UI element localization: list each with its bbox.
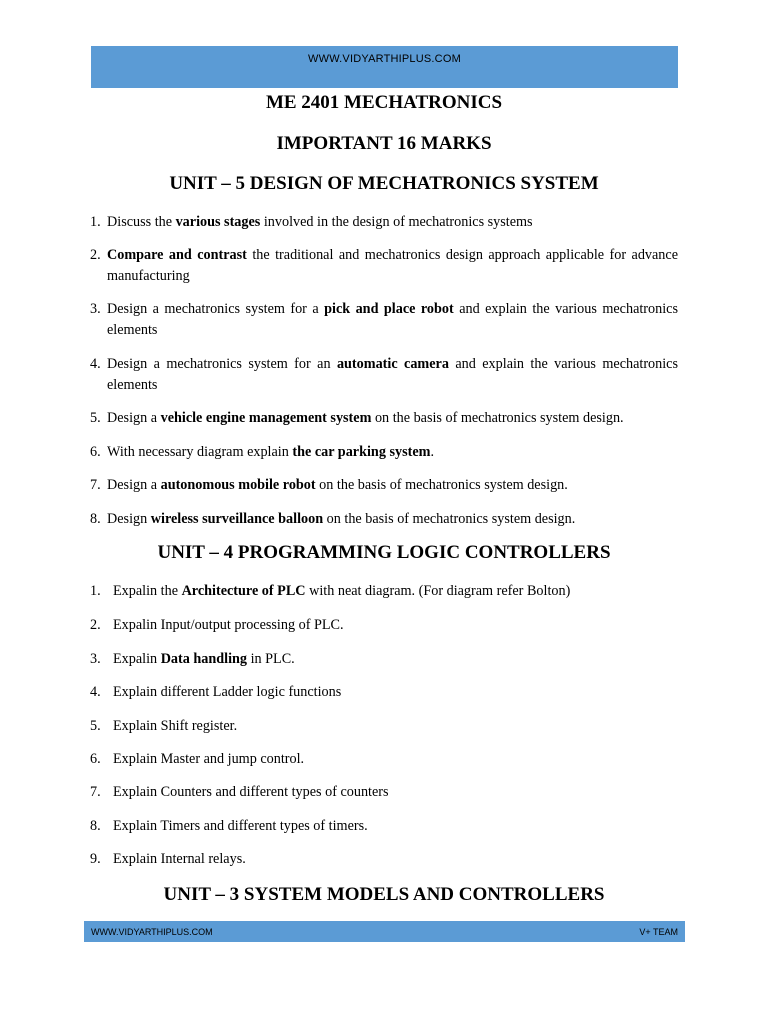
question-text-part: Design a mechatronics system for a <box>107 301 325 317</box>
question-item <box>90 782 678 803</box>
question-number: 5. <box>90 410 101 426</box>
question-number: 4. <box>90 684 101 700</box>
question-number: 9. <box>90 851 101 867</box>
question-text <box>107 299 678 341</box>
question-text-part: Explain Timers and different types of timers. <box>113 818 368 834</box>
question-item <box>90 509 678 530</box>
question-emphasis: the car parking system <box>292 444 431 460</box>
question-text <box>113 615 678 636</box>
header-site-link[interactable]: WWW.VIDYARTHIPLUS.COM <box>308 53 461 65</box>
question-text <box>107 442 678 463</box>
question-number: 3. <box>90 301 101 317</box>
question-number: 5. <box>90 718 101 734</box>
question-text <box>113 716 678 737</box>
question-text-part: Design a <box>107 410 161 426</box>
question-text <box>107 245 678 287</box>
question-number: 1. <box>90 583 101 599</box>
question-text <box>113 682 678 703</box>
question-text-part: Explain Internal relays. <box>113 851 246 867</box>
question-item <box>90 245 678 287</box>
question-text-part: Explain different Ladder logic functions <box>113 684 342 700</box>
question-emphasis: Architecture of PLC <box>181 583 306 599</box>
question-text <box>107 509 678 530</box>
question-item <box>90 749 678 770</box>
question-emphasis: vehicle engine management system <box>160 410 372 426</box>
question-text-part: Explain Master and jump control. <box>113 751 305 767</box>
question-item <box>90 408 678 429</box>
question-number: 2. <box>90 617 101 633</box>
question-number: 4. <box>90 356 101 372</box>
question-item <box>90 649 678 670</box>
question-text <box>113 749 678 770</box>
question-item <box>90 299 678 341</box>
header-bar <box>91 46 678 88</box>
course-title: ME 2401 MECHATRONICS <box>265 92 503 113</box>
question-number: 8. <box>90 818 101 834</box>
question-text-part: involved in the design of mechatronics systems <box>260 214 533 230</box>
question-text <box>113 782 678 803</box>
unit5-heading: UNIT – 5 DESIGN OF MECHATRONICS SYSTEM <box>169 173 599 194</box>
question-text <box>113 816 678 837</box>
question-text-part: Design a mechatronics system for an <box>107 356 337 372</box>
question-number: 1. <box>90 214 101 230</box>
question-emphasis: various stages <box>175 214 261 230</box>
question-item <box>90 849 678 870</box>
question-number: 2. <box>90 247 101 263</box>
question-item <box>90 716 678 737</box>
footer-team-label: V+ TEAM <box>639 926 678 937</box>
question-emphasis: automatic camera <box>336 356 449 372</box>
question-text <box>107 408 678 429</box>
question-emphasis: autonomous mobile robot <box>160 477 316 493</box>
question-text-part: in PLC. <box>247 651 295 667</box>
unit4-heading: UNIT – 4 PROGRAMMING LOGIC CONTROLLERS <box>157 542 611 563</box>
question-text <box>107 354 678 396</box>
question-text <box>107 475 678 496</box>
question-text-part: on the basis of mechatronics system design. <box>371 410 624 426</box>
question-item <box>90 442 678 463</box>
question-text-part: with neat diagram. (For diagram refer Bolton) <box>305 583 571 599</box>
question-item <box>90 816 678 837</box>
question-text-part: . <box>430 444 434 460</box>
question-number: 7. <box>90 784 101 800</box>
question-text-part: and explain the various mechatronics elements <box>107 356 678 393</box>
question-text-part: Expalin <box>113 651 161 667</box>
question-item <box>90 475 678 496</box>
question-emphasis: Data handling <box>160 651 248 667</box>
question-text <box>113 849 678 870</box>
question-text-part: Expalin the <box>113 583 182 599</box>
question-text <box>113 649 678 670</box>
question-item <box>90 615 678 636</box>
question-number: 3. <box>90 651 101 667</box>
question-item <box>90 212 678 233</box>
question-text <box>107 212 678 233</box>
question-number: 6. <box>90 751 101 767</box>
question-text-part: and explain the various mechatronics elements <box>107 301 678 338</box>
question-number: 7. <box>90 477 101 493</box>
question-text-part: Explain Counters and different types of counters <box>113 784 389 800</box>
question-emphasis: Compare and contrast <box>107 247 247 263</box>
question-item <box>90 354 678 396</box>
question-number: 8. <box>90 511 101 527</box>
question-text-part: on the basis of mechatronics system design. <box>315 477 568 493</box>
marks-title: IMPORTANT 16 MARKS <box>276 133 492 154</box>
question-text-part: With necessary diagram explain <box>107 444 293 460</box>
question-number: 6. <box>90 444 101 460</box>
question-emphasis: pick and place robot <box>324 301 454 317</box>
question-text-part: Discuss the <box>107 214 176 230</box>
unit3-heading: UNIT – 3 SYSTEM MODELS AND CONTROLLERS <box>163 884 605 905</box>
question-text-part: Design a <box>107 477 161 493</box>
question-text-part: the traditional and mechatronics design approach applicable for advance manufacturing <box>107 247 678 284</box>
footer-site-link[interactable]: WWW.VIDYARTHIPLUS.COM <box>91 926 213 937</box>
question-emphasis: wireless surveillance balloon <box>150 511 324 527</box>
question-text-part: on the basis of mechatronics system design. <box>323 511 576 527</box>
question-text <box>113 581 678 602</box>
question-text-part: Explain Shift register. <box>113 718 238 734</box>
question-item <box>90 682 678 703</box>
footer-bar <box>84 921 685 942</box>
question-text-part: Expalin Input/output processing of PLC. <box>113 617 344 633</box>
question-item <box>90 581 678 602</box>
question-text-part: Design <box>107 511 151 527</box>
